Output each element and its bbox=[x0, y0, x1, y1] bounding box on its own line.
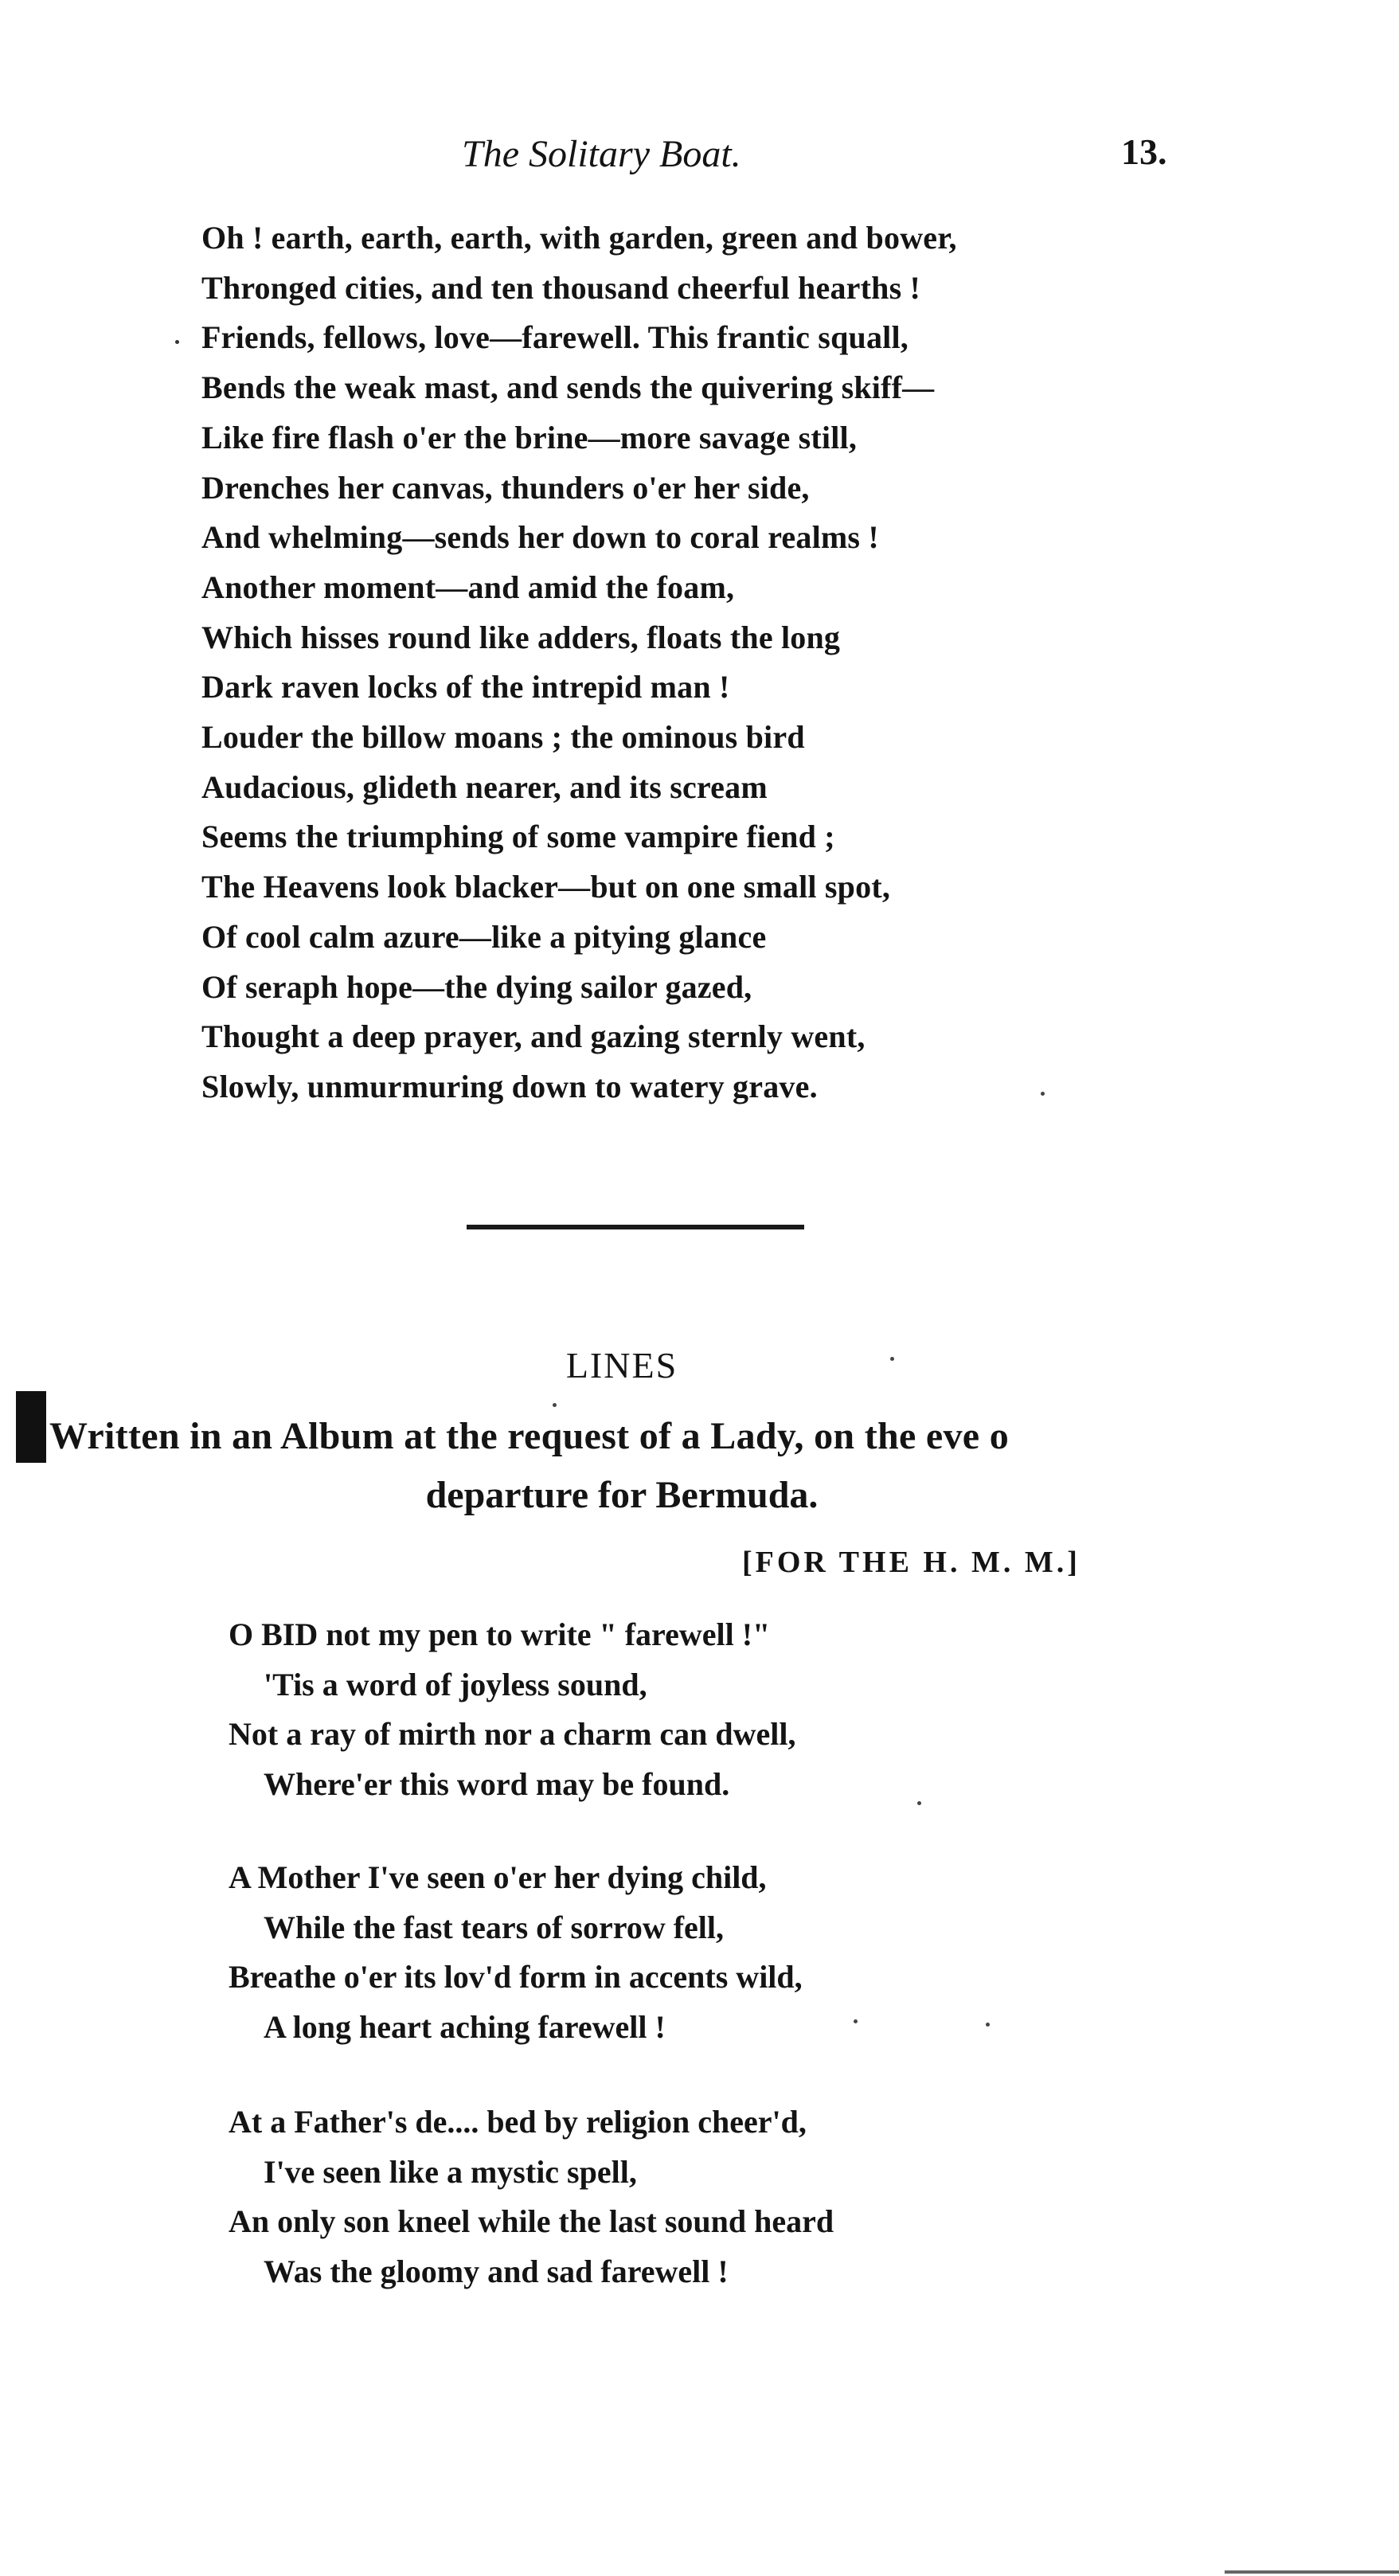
poem-line: Drenches her canvas, thunders o'er her side, bbox=[201, 469, 810, 506]
poem-line: The Heavens look blacker—but on one small spot, bbox=[201, 869, 891, 905]
poem-line: Which hisses round like adders, floats the long bbox=[201, 619, 841, 655]
poem-line: Another moment—and amid the foam, bbox=[201, 569, 735, 605]
poem-line: Like fire flash o'er the brine—more savage still, bbox=[201, 419, 858, 455]
ink-speck bbox=[890, 1357, 894, 1361]
poem-line: Of seraph hope—the dying sailor gazed, bbox=[201, 968, 752, 1005]
ink-speck bbox=[986, 2023, 990, 2027]
stanza-line: While the fast tears of sorrow fell, bbox=[264, 1909, 725, 1945]
poem-subtitle-line-1: Written in an Album at the request of a Lady, on the eve o bbox=[49, 1415, 1010, 1457]
poem-line: Of cool calm azure—like a pitying glance bbox=[201, 918, 767, 955]
ink-speck bbox=[854, 2019, 858, 2023]
stanza-line: A Mother I've seen o'er her dying child, bbox=[229, 1859, 767, 1895]
poem-line: Seems the triumphing of some vampire fiend ; bbox=[201, 819, 835, 855]
poem-line: Oh ! earth, earth, earth, with garden, green and bower, bbox=[201, 220, 957, 256]
page-edge-rule bbox=[1225, 2570, 1399, 2574]
poem-line: Audacious, glideth nearer, and its scream bbox=[201, 768, 768, 805]
running-head bbox=[0, 127, 1399, 183]
poem-subtitle-line-2: departure for Bermuda. bbox=[425, 1474, 819, 1516]
stanza-line: A long heart aching farewell ! bbox=[264, 2008, 666, 2045]
poem-line: Dark raven locks of the intrepid man ! bbox=[201, 669, 730, 706]
stanza-line: O BID not my pen to write " farewell !" bbox=[229, 1616, 771, 1652]
stanza-line: Where'er this word may be found. bbox=[264, 1765, 730, 1802]
stanza bbox=[229, 2097, 834, 2297]
poem-title: LINES bbox=[565, 1345, 678, 1386]
poem-line: Friends, fellows, love—farewell. This frantic squall, bbox=[201, 319, 909, 356]
poem-line: And whelming—sends her down to coral realms ! bbox=[201, 519, 879, 556]
stanza-line: Was the gloomy and sad farewell ! bbox=[264, 2253, 729, 2289]
stanza-line: I've seen like a mystic spell, bbox=[264, 2153, 637, 2190]
stanza-line: Not a ray of mirth nor a charm can dwell, bbox=[229, 1716, 796, 1752]
attribution: [FOR THE H. M. M.] bbox=[742, 1546, 1081, 1579]
poem-line: Slowly, unmurmuring down to watery grave. bbox=[201, 1068, 818, 1104]
ink-speck bbox=[917, 1801, 921, 1805]
poem-line: Bends the weak mast, and sends the quivering skiff— bbox=[201, 369, 935, 406]
stanza bbox=[229, 1610, 796, 1809]
poem-line: Louder the billow moans ; the ominous bird bbox=[201, 719, 805, 756]
stanza-line: 'Tis a word of joyless sound, bbox=[264, 1666, 647, 1702]
ink-speck bbox=[1041, 1092, 1045, 1096]
ink-speck bbox=[175, 340, 179, 344]
poem-line: Thronged cities, and ten thousand cheerful hearths ! bbox=[201, 269, 921, 306]
page-number: 13. bbox=[1121, 131, 1167, 172]
section-divider-rule bbox=[467, 1225, 804, 1229]
stanza-line: At a Father's de.... bed by religion cheer'd, bbox=[229, 2104, 807, 2140]
poem-solitary-boat-text bbox=[201, 213, 1141, 1112]
stanza bbox=[229, 1853, 803, 2052]
ink-speck bbox=[553, 1403, 557, 1407]
running-title: The Solitary Boat. bbox=[462, 133, 741, 175]
scan-edge-mark bbox=[16, 1391, 46, 1463]
stanza-line: An only son kneel while the last sound heard bbox=[229, 2203, 834, 2239]
poem-line: Thought a deep prayer, and gazing sternly went, bbox=[201, 1018, 866, 1055]
stanza-line: Breathe o'er its lov'd form in accents wild, bbox=[229, 1959, 803, 1995]
